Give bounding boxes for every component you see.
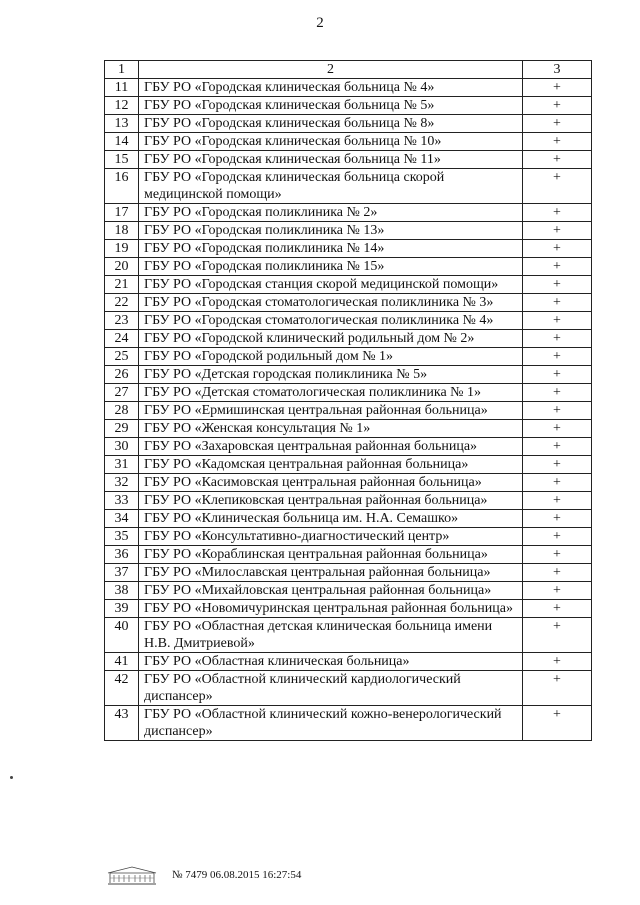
table-row: [105, 546, 592, 564]
table-row: [105, 366, 592, 384]
table-row: [105, 258, 592, 276]
row-organization-name: ГБУ РО «Кораблинская центральная районная больница»: [139, 546, 523, 564]
row-mark: +: [523, 564, 592, 582]
row-organization-name: ГБУ РО «Городская стоматологическая поликлиника № 4»: [139, 312, 523, 330]
row-number: 22: [105, 294, 139, 312]
row-organization-name: ГБУ РО «Городская поликлиника № 2»: [139, 204, 523, 222]
row-mark: +: [523, 384, 592, 402]
row-organization-name: ГБУ РО «Женская консультация № 1»: [139, 420, 523, 438]
row-number: 18: [105, 222, 139, 240]
row-mark: +: [523, 402, 592, 420]
table-row: [105, 528, 592, 546]
row-organization-name: ГБУ РО «Городская поликлиника № 14»: [139, 240, 523, 258]
row-organization-name: ГБУ РО «Городская клиническая больница № 11»: [139, 151, 523, 169]
table-row: [105, 151, 592, 169]
row-number: 34: [105, 510, 139, 528]
row-mark: +: [523, 438, 592, 456]
row-mark: +: [523, 420, 592, 438]
row-organization-name: ГБУ РО «Ермишинская центральная районная больница»: [139, 402, 523, 420]
row-organization-name: ГБУ РО «Городская клиническая больница № 5»: [139, 97, 523, 115]
row-number: 43: [105, 706, 139, 741]
row-organization-name: ГБУ РО «Детская городская поликлиника № 5»: [139, 366, 523, 384]
row-mark: +: [523, 276, 592, 294]
row-mark: +: [523, 115, 592, 133]
row-number: 19: [105, 240, 139, 258]
row-organization-name: ГБУ РО «Городская клиническая больница № 8»: [139, 115, 523, 133]
row-mark: +: [523, 348, 592, 366]
row-number: 11: [105, 79, 139, 97]
row-organization-name: ГБУ РО «Касимовская центральная районная больница»: [139, 474, 523, 492]
row-organization-name: ГБУ РО «Городская клиническая больница скорой медицинской помощи»: [139, 169, 523, 204]
row-number: 36: [105, 546, 139, 564]
row-number: 38: [105, 582, 139, 600]
row-number: 26: [105, 366, 139, 384]
row-mark: +: [523, 240, 592, 258]
table-row: [105, 312, 592, 330]
row-number: 33: [105, 492, 139, 510]
row-organization-name: ГБУ РО «Городская поликлиника № 13»: [139, 222, 523, 240]
row-mark: +: [523, 456, 592, 474]
row-number: 39: [105, 600, 139, 618]
table-row: [105, 222, 592, 240]
row-organization-name: ГБУ РО «Областная клиническая больница»: [139, 653, 523, 671]
row-mark: +: [523, 79, 592, 97]
row-number: 14: [105, 133, 139, 151]
table-row: [105, 600, 592, 618]
table-row: [105, 456, 592, 474]
margin-mark: [10, 776, 13, 779]
header-cell-mark: 3: [523, 61, 592, 79]
row-mark: +: [523, 510, 592, 528]
footer: [104, 864, 301, 886]
row-organization-name: ГБУ РО «Городская стоматологическая поликлиника № 3»: [139, 294, 523, 312]
row-organization-name: ГБУ РО «Клиническая больница им. Н.А. Семашко»: [139, 510, 523, 528]
row-mark: +: [523, 312, 592, 330]
row-mark: +: [523, 528, 592, 546]
table-row: [105, 240, 592, 258]
row-number: 28: [105, 402, 139, 420]
table-row: [105, 204, 592, 222]
row-mark: +: [523, 600, 592, 618]
row-number: 41: [105, 653, 139, 671]
table-row: [105, 492, 592, 510]
table-body: [105, 61, 592, 741]
table-row: [105, 276, 592, 294]
row-number: 40: [105, 618, 139, 653]
row-mark: +: [523, 366, 592, 384]
row-number: 31: [105, 456, 139, 474]
row-mark: +: [523, 706, 592, 741]
row-number: 17: [105, 204, 139, 222]
header-cell-name: 2: [139, 61, 523, 79]
table-row: [105, 384, 592, 402]
row-organization-name: ГБУ РО «Консультативно-диагностический центр»: [139, 528, 523, 546]
row-mark: +: [523, 204, 592, 222]
table-row: [105, 706, 592, 741]
table-row: [105, 618, 592, 653]
row-mark: +: [523, 618, 592, 653]
table-row: [105, 474, 592, 492]
table-row: [105, 582, 592, 600]
row-mark: +: [523, 97, 592, 115]
table-row: [105, 330, 592, 348]
row-mark: +: [523, 653, 592, 671]
row-number: 25: [105, 348, 139, 366]
table-row: [105, 564, 592, 582]
row-organization-name: ГБУ РО «Новомичуринская центральная районная больница»: [139, 600, 523, 618]
row-number: 12: [105, 97, 139, 115]
row-number: 37: [105, 564, 139, 582]
row-number: 15: [105, 151, 139, 169]
row-organization-name: ГБУ РО «Милославская центральная районная больница»: [139, 564, 523, 582]
row-organization-name: ГБУ РО «Областной клинический кардиологический диспансер»: [139, 671, 523, 706]
table-row: [105, 510, 592, 528]
table-row: [105, 402, 592, 420]
row-number: 21: [105, 276, 139, 294]
row-mark: +: [523, 169, 592, 204]
table-row: [105, 671, 592, 706]
row-organization-name: ГБУ РО «Городская клиническая больница № 4»: [139, 79, 523, 97]
row-mark: +: [523, 330, 592, 348]
registration-stamp: № 7479 06.08.2015 16:27:54: [172, 869, 302, 881]
row-number: 20: [105, 258, 139, 276]
table-header-row: [105, 61, 592, 79]
row-organization-name: ГБУ РО «Областная детская клиническая больница имени Н.В. Дмитриевой»: [139, 618, 523, 653]
table-row: [105, 348, 592, 366]
row-organization-name: ГБУ РО «Городская станция скорой медицинской помощи»: [139, 276, 523, 294]
row-organization-name: ГБУ РО «Михайловская центральная районная больница»: [139, 582, 523, 600]
row-number: 13: [105, 115, 139, 133]
row-organization-name: ГБУ РО «Клепиковская центральная районная больница»: [139, 492, 523, 510]
page-number: 2: [316, 15, 324, 31]
table-row: [105, 97, 592, 115]
row-mark: +: [523, 151, 592, 169]
table-row: [105, 169, 592, 204]
row-number: 29: [105, 420, 139, 438]
row-mark: +: [523, 474, 592, 492]
row-number: 27: [105, 384, 139, 402]
table-row: [105, 653, 592, 671]
row-organization-name: ГБУ РО «Детская стоматологическая поликлиника № 1»: [139, 384, 523, 402]
row-organization-name: ГБУ РО «Городская поликлиника № 15»: [139, 258, 523, 276]
table-row: [105, 115, 592, 133]
row-organization-name: ГБУ РО «Городской родильный дом № 1»: [139, 348, 523, 366]
row-mark: +: [523, 222, 592, 240]
organizations-table: [104, 60, 592, 741]
row-organization-name: ГБУ РО «Захаровская центральная районная больница»: [139, 438, 523, 456]
row-mark: +: [523, 582, 592, 600]
table-row: [105, 420, 592, 438]
row-number: 42: [105, 671, 139, 706]
table-row: [105, 133, 592, 151]
row-mark: +: [523, 133, 592, 151]
row-number: 16: [105, 169, 139, 204]
row-mark: +: [523, 294, 592, 312]
row-organization-name: ГБУ РО «Городской клинический родильный дом № 2»: [139, 330, 523, 348]
row-mark: +: [523, 258, 592, 276]
row-number: 24: [105, 330, 139, 348]
row-number: 35: [105, 528, 139, 546]
row-number: 30: [105, 438, 139, 456]
table-row: [105, 438, 592, 456]
row-mark: +: [523, 492, 592, 510]
table-row: [105, 79, 592, 97]
building-icon: [104, 864, 160, 886]
row-number: 23: [105, 312, 139, 330]
row-mark: +: [523, 546, 592, 564]
row-mark: +: [523, 671, 592, 706]
row-organization-name: ГБУ РО «Областной клинический кожно-венерологический диспансер»: [139, 706, 523, 741]
header-cell-number: 1: [105, 61, 139, 79]
row-organization-name: ГБУ РО «Городская клиническая больница № 10»: [139, 133, 523, 151]
row-organization-name: ГБУ РО «Кадомская центральная районная больница»: [139, 456, 523, 474]
row-number: 32: [105, 474, 139, 492]
table-row: [105, 294, 592, 312]
